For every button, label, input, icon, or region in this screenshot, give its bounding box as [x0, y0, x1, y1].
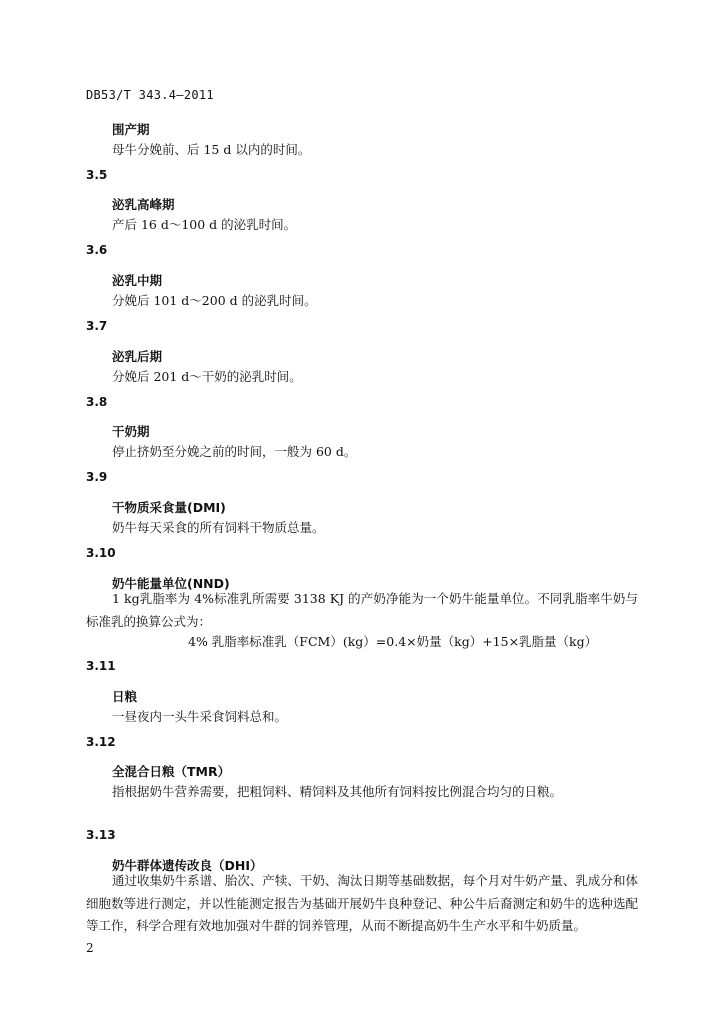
- clause-number: 3.11: [86, 659, 116, 673]
- term-title: 全混合日粮（TMR）: [112, 764, 231, 779]
- term-definition: 停止挤奶至分娩之前的时间，一般为 60 d。: [112, 444, 357, 459]
- term-definition: 分娩后 201 d～干奶的泌乳时间。: [112, 369, 302, 384]
- term-definition: 分娩后 101 d～200 d 的泌乳时间。: [112, 293, 317, 308]
- term-title: 奶牛能量单位(NND): [112, 576, 230, 591]
- clause-number: 3.6: [86, 243, 108, 257]
- term-definition: 1 kg乳脂率为 4%标准乳所需要 3138 KJ 的产奶净能为一个奶牛能量单位。不同乳脂率牛奶与标准乳的换算公式为：: [86, 591, 638, 629]
- clause-number: 3.5: [86, 168, 108, 182]
- term-definition: 母牛分娩前、后 15 d 以内的时间。: [112, 142, 311, 157]
- term-title: 泌乳高峰期: [112, 197, 175, 212]
- clause-number: 3.8: [86, 395, 108, 409]
- conversion-formula: 4% 乳脂率标准乳（FCM）(kg）=0.4×奶量（kg）+15×乳脂量（kg）: [188, 634, 598, 649]
- term-title: 奶牛群体遗传改良（DHI）: [112, 858, 263, 873]
- term-title: 泌乳后期: [112, 349, 163, 364]
- term-title: 干奶期: [112, 424, 150, 439]
- clause-number: 3.13: [86, 828, 116, 842]
- term-title: 日粮: [112, 689, 138, 704]
- term-definition: 指根据奶牛营养需要，把粗饲料、精饲料及其他所有饲料按比例混合均匀的日粮。: [112, 784, 563, 799]
- term-title: 干物质采食量(DMI): [112, 500, 226, 515]
- clause-number: 3.9: [86, 470, 108, 484]
- term-definition: 一昼夜内一头牛采食饲料总和。: [112, 709, 288, 724]
- document-code-header: DB53/T 343.4—2011: [86, 88, 214, 102]
- term-definition: 产后 16 d～100 d 的泌乳时间。: [112, 217, 297, 232]
- term-title: 泌乳中期: [112, 273, 163, 288]
- term-definition: 奶牛每天采食的所有饲料干物质总量。: [112, 520, 325, 535]
- term-definition: 通过收集奶牛系谱、胎次、产犊、干奶、淘汰日期等基础数据，每个月对牛奶产量、乳成分和体细胞数等进行测定，并以性能测定报告为基础开展奶牛良种登记、种公牛后裔测定和奶牛的选种选配等工作，科学合理有效地加强对牛群的饲养管理，从而不断提高奶牛生产水平和牛奶质量。: [86, 873, 638, 933]
- page-number: 2: [86, 941, 94, 955]
- clause-number: 3.12: [86, 735, 116, 749]
- term-title: 围产期: [112, 122, 150, 137]
- clause-number: 3.7: [86, 319, 108, 333]
- clause-number: 3.10: [86, 546, 116, 560]
